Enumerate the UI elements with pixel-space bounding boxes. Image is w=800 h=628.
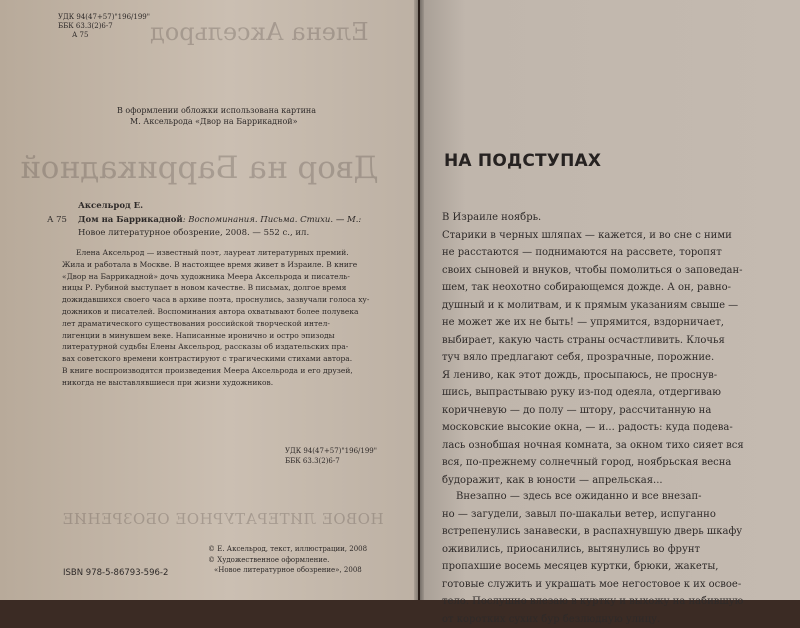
ghost-book-title: Двор на Баррикадной: [20, 150, 379, 186]
annotation-line: литературной судьбы Елены Аксельрод, рассказы об издательских пра-: [62, 341, 369, 353]
annotation-line: никогда не выставлявшиеся при жизни художников.: [62, 377, 369, 389]
isbn: ISBN 978-5-86793-596-2: [63, 568, 168, 578]
annotation-line: дожников и писателей. Воспоминания автора охватывают более полувека: [62, 306, 369, 318]
chapter-heading: НА ПОДСТУПАХ: [444, 151, 601, 171]
bbk-code-top: ББК 63.3(2)6-7: [58, 22, 113, 31]
text-line: коричневую — до полу — штору, рассчитанную на: [442, 402, 744, 420]
text-line: туч вяло предлагают себя, прозрачные, порожние.: [442, 349, 744, 367]
text-line: не расстаются — поднимаются на рассвете, торопят: [442, 244, 744, 262]
text-line: своих сыновей и внуков, чтобы помолиться о заповедан-: [442, 262, 744, 280]
ghost-author-name: Елена Аксельрод: [150, 18, 369, 46]
book-gutter: [414, 0, 424, 600]
text-line: шем, так неохотно собирающемся дожде. А он, равно-: [442, 279, 744, 297]
text-line: Внезапно — здесь все ожиданно и все внезап-: [442, 488, 743, 506]
cover-note-line-1: В оформлении обложки использована картина: [117, 106, 316, 116]
text-line: вся, по-прежнему солнечный город, ноябрьская весна: [442, 454, 744, 472]
bbk-code-bottom: ББК 63.3(2)6-7: [285, 457, 340, 466]
annotation-line: Жила и работала в Москве. В настоящее время живет в Израиле. В книге: [62, 259, 369, 271]
book-title: Дом на Баррикадной: [78, 215, 183, 225]
annotation-line: дожидавшихся своего часа в архиве поэта, проснулись, зазвучали голоса ху-: [62, 294, 369, 306]
text-line: московские высокие окна, — и... радость: куда подева-: [442, 419, 744, 437]
cover-note-line-2: М. Аксельрода «Двор на Баррикадной»: [130, 117, 297, 127]
copyright-line-1: © Е. Аксельрод, текст, иллюстрации, 2008: [208, 545, 367, 554]
ghost-publisher-name: НОВОЕ ЛИТЕРАТУРНОЕ ОБОЗРЕНИЕ: [62, 510, 384, 528]
annotation-line: вах советского времени контрастируют с трагическими стихами автора.: [62, 353, 369, 365]
text-line: пропахшие восемь месяцев куртки, брюки, жакеты,: [442, 558, 743, 576]
annotation-line: Елена Аксельрод — известный поэт, лауреат литературных премий.: [62, 247, 369, 259]
text-line: будоражит, как в юности — апрельская...: [442, 472, 744, 490]
text-line: готовые служить и украшать мое негостовое к их освое-: [442, 576, 743, 594]
annotation-line: лигенции в минувшем веке. Написанные иронично и остро эпизоды: [62, 330, 369, 342]
text-line: оживились, приосанились, вытянулись во фрунт: [442, 541, 743, 559]
annotation-line: лет драматического существования российской творческой интел-: [62, 318, 369, 330]
text-line: душный и к молитвам, и к прямым указаниям свыше —: [442, 297, 744, 315]
udk-code-top: УДК 94(47+57)"196/199": [58, 13, 150, 22]
text-line: Я лениво, как этот дождь, просыпаюсь, не проснув-: [442, 367, 744, 385]
text-line: Старики в черных шляпах — кажется, и во сне с ними: [442, 227, 744, 245]
text-line: лась ознобшая ночная комната, за окном тихо сияет вся: [442, 437, 744, 455]
left-page: [0, 0, 418, 600]
udk-code-bottom: УДК 94(47+57)"196/199": [285, 447, 377, 456]
text-line: не может же их не быть! — упрямится, вздорничает,: [442, 314, 744, 332]
annotation-block: [62, 247, 369, 389]
copyright-line-2: © Художественное оформление.: [208, 556, 329, 565]
text-line: тело. Послушно влезаю в куртку и выхожу на набившую: [442, 593, 743, 611]
catalog-code: А 75: [47, 214, 67, 226]
text-line: встрепенулись занавески, в распахнувшую дверь шкафу: [442, 523, 743, 541]
text-line: шись, выпрастываю руку из-под одеяла, отдергиваю: [442, 384, 744, 402]
copyright-line-3: «Новое литературное обозрение», 2008: [214, 566, 362, 575]
annotation-line: «Двор на Баррикадной» дочь художника Меера Аксельрода и писатель-: [62, 271, 369, 283]
bib-entry-line-2: Новое литературное обозрение, 2008. — 552 с., ил.: [78, 227, 309, 239]
annotation-line: В книге воспроизводятся произведения Меера Аксельрода и его друзей,: [62, 365, 369, 377]
bib-entry-rest: : Воспоминания. Письма. Стихи. — М.:: [183, 215, 362, 225]
text-line: от коротких сухих бур безлюдную улицу.: [442, 611, 743, 628]
bib-entry-line-1: [78, 214, 361, 226]
text-line: но — загудели, завыл по-шакальи ветер, испуганно: [442, 506, 743, 524]
right-page: [420, 0, 800, 600]
paragraph-1: [442, 209, 744, 489]
catalog-code-top: А 75: [72, 31, 88, 40]
author-line: Аксельрод Е.: [78, 200, 143, 212]
paragraph-2: [442, 488, 743, 628]
annotation-line: ницы Р. Рубиной выступает в новом качестве. В письмах, долгое время: [62, 282, 369, 294]
text-line: выбирает, какую часть страны осчастливить. Клочья: [442, 332, 744, 350]
text-line: В Израиле ноябрь.: [442, 209, 744, 227]
